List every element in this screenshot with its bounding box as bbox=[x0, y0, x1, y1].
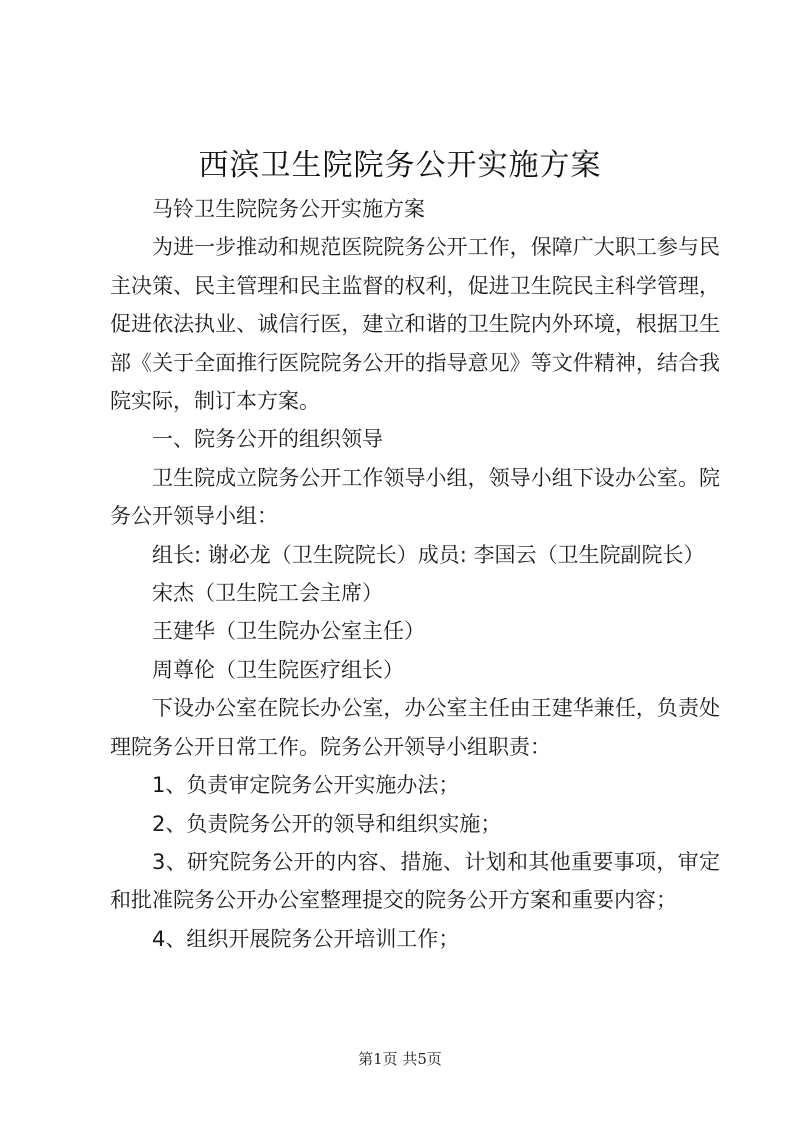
paragraph-office: 下设办公室在院长办公室，办公室主任由王建华兼任，负责处理院务公开日常工作。院务公开领导小组职责： bbox=[110, 696, 720, 759]
list-item-duty-4: 4、组织开展院务公开培训工作； bbox=[152, 926, 460, 951]
paragraph-member-zhou: 周尊伦（卫生院医疗组长） bbox=[152, 657, 404, 682]
list-item-duty-2: 2、负责院务公开的领导和组织实施； bbox=[152, 811, 502, 836]
page-footer: 第1页 共5页 bbox=[358, 1050, 442, 1068]
list-item-duty-1: 1、负责审定院务公开实施办法； bbox=[152, 773, 460, 798]
document-body bbox=[110, 190, 720, 958]
paragraph-group-leader: 组长: 谢必龙（卫生院院长）成员: 李国云（卫生院副院长） bbox=[152, 542, 705, 567]
document-title: 西滨卫生院院务公开实施方案 bbox=[198, 148, 602, 183]
paragraph-intro: 为进一步推动和规范医院院务公开工作，保障广大职工参与民主决策、民主管理和民主监督的权利，促进卫生院民主科学管理，促进依法执业、诚信行医，建立和谐的卫生院内外环境，根据卫生部《关于全面推行医院院务公开的指导意见》等文件精神，结合我院实际，制订本方案。 bbox=[110, 235, 720, 414]
paragraph-member-wang: 王建华（卫生院办公室主任） bbox=[152, 619, 425, 644]
paragraph-member-song: 宋杰（卫生院工会主席） bbox=[152, 581, 383, 606]
list-item-duty-3: 3、研究院务公开的内容、措施、计划和其他重要事项，审定和批准院务公开办公室整理提交的院务公开方案和重要内容； bbox=[110, 849, 720, 913]
paragraph-leadership-group: 卫生院成立院务公开工作领导小组，领导小组下设办公室。院务公开领导小组： bbox=[110, 465, 720, 529]
paragraph-subtitle: 马铃卫生院院务公开实施方案 bbox=[152, 197, 425, 221]
section-heading-organization: 一、院务公开的组织领导 bbox=[152, 427, 383, 452]
